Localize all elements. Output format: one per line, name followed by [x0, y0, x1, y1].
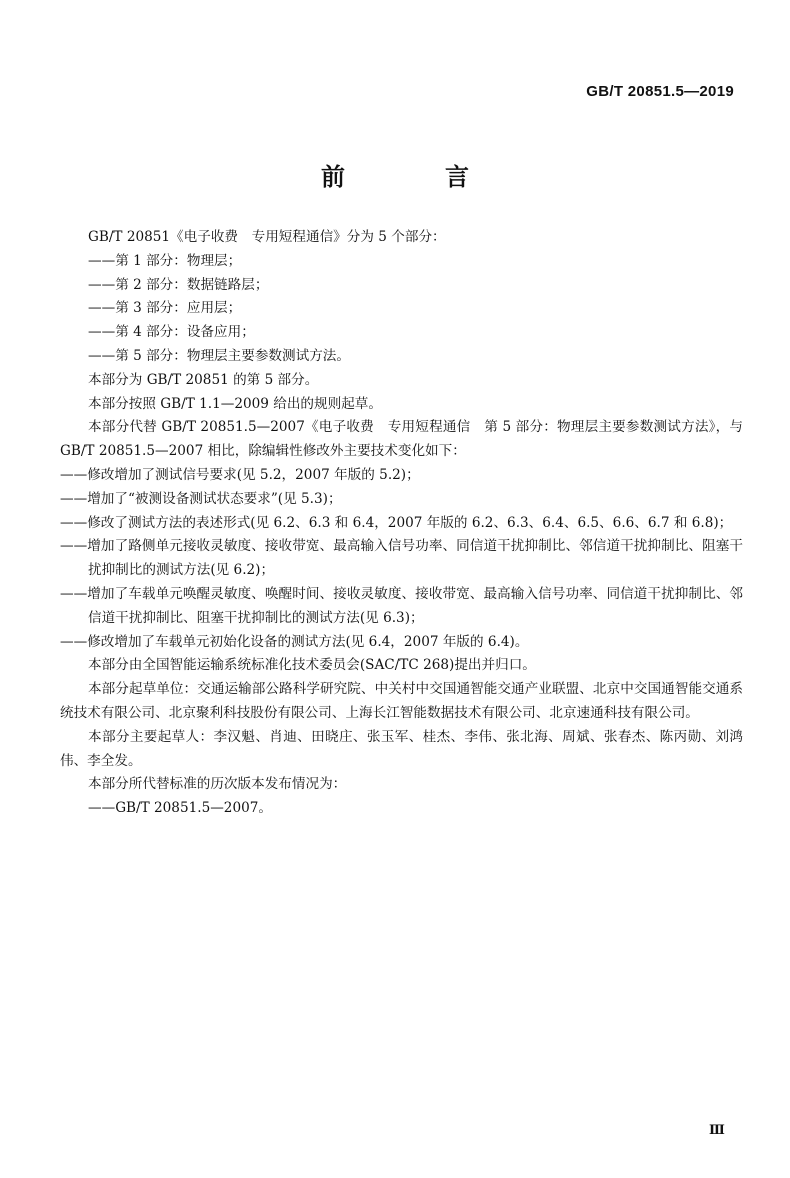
standard-code: GB/T 20851.5—2019 [586, 83, 734, 100]
list-item-part-4: ——第 4 部分：设备应用； [88, 324, 255, 341]
paragraph-history-intro: 本部分所代替标准的历次版本发布情况为： [88, 776, 347, 793]
page-number: Ⅲ [709, 1123, 725, 1138]
list-item-change-6: ——修改增加了车载单元初始化设备的测试方法(见 6.4，2007 年版的 6.4)。 [60, 633, 529, 650]
paragraph-part-number: 本部分为 GB/T 20851 的第 5 部分。 [88, 371, 319, 388]
list-item-part-3: ——第 3 部分：应用层； [88, 300, 242, 317]
paragraph-parts-intro: GB/T 20851《电子收费 专用短程通信》分为 5 个部分： [88, 229, 446, 245]
list-item-part-2: ——第 2 部分：数据链路层； [88, 276, 269, 293]
foreword-body [60, 226, 743, 821]
list-item-part-5: ——第 5 部分：物理层主要参数测试方法。 [88, 347, 350, 364]
list-item-part-1: ——第 1 部分：物理层； [88, 252, 242, 269]
paragraph-proposer: 本部分由全国智能运输系统标准化技术委员会(SAC/TC 268)提出并归口。 [88, 657, 536, 674]
list-item-change-3: ——修改了测试方法的表述形式(见 6.2、6.3 和 6.4，2007 年版的 6.2、6.3、6.4、6.5、6.6、6.7 和 6.8)； [60, 514, 733, 531]
paragraph-replaces: 本部分代替 GB/T 20851.5—2007《电子收费 专用短程通信 第 5 部分：物理层主要参数测试方法》，与 GB/T 20851.5—2007 相比，除编辑性修改外主要技术变化如下： [60, 419, 743, 460]
paragraph-drafters: 本部分主要起草人：李汉魁、肖迪、田晓庄、张玉军、桂杰、李伟、张北海、周斌、张春杰、陈丙勋、刘鸿伟、李全发。 [60, 728, 743, 769]
paragraph-drafting-rules: 本部分按照 GB/T 1.1—2009 给出的规则起草。 [88, 395, 382, 412]
list-item-history-1: ——GB/T 20851.5—2007。 [88, 800, 273, 817]
list-item-change-5: ——增加了车载单元唤醒灵敏度、唤醒时间、接收灵敏度、接收带宽、最高输入信号功率、同信道干扰抑制比、邻信道干扰抑制比、阻塞干扰抑制比的测试方法(见 6.3)； [60, 585, 743, 626]
list-item-change-2: ——增加了“被测设备测试状态要求”(见 5.3)； [60, 490, 342, 507]
page-title: 前 言 [321, 163, 507, 191]
list-item-change-1: ——修改增加了测试信号要求(见 5.2，2007 年版的 5.2)； [60, 466, 420, 483]
list-item-change-4: ——增加了路侧单元接收灵敏度、接收带宽、最高输入信号功率、同信道干扰抑制比、邻信道干扰抑制比、阻塞干扰抑制比的测试方法(见 6.2)； [60, 538, 743, 579]
paragraph-drafting-units: 本部分起草单位：交通运输部公路科学研究院、中关村中交国通智能交通产业联盟、北京中交国通智能交通系统技术有限公司、北京聚利科技股份有限公司、上海长江智能数据技术有限公司、北京速通科技有限公司。 [60, 681, 743, 721]
